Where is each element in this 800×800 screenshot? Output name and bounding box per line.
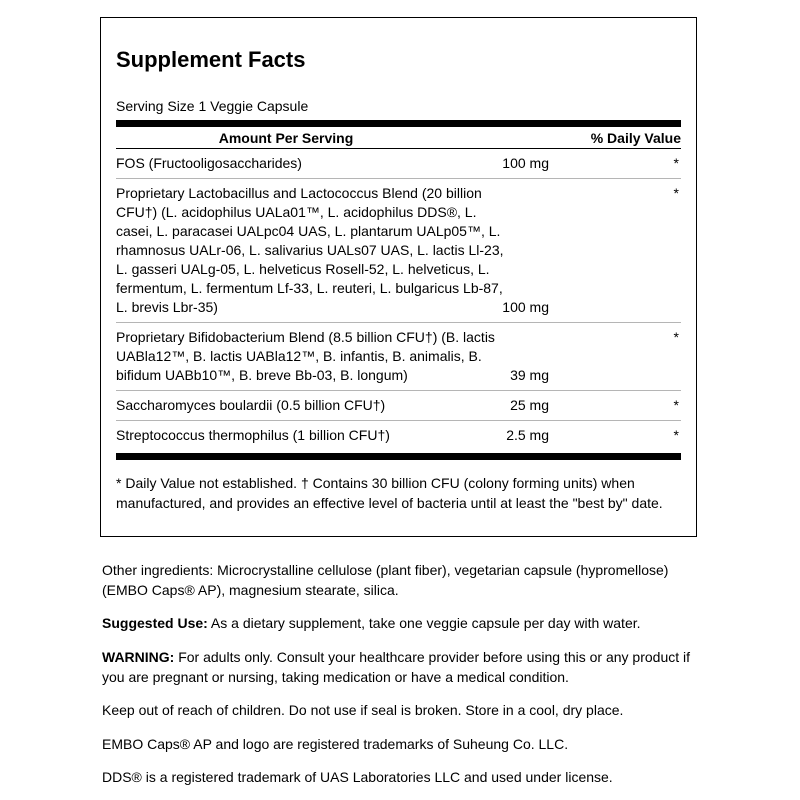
row-ingredient-name: Streptococcus thermophilus (1 billion CFU†) bbox=[116, 427, 390, 443]
row-daily-value: * bbox=[673, 397, 679, 413]
row-daily-value: * bbox=[673, 329, 679, 345]
row-ingredient-name: Proprietary Bifidobacterium Blend (8.5 billion CFU†) (B. lactis UABla12™, B. lactis UABla12™, B. infantis, B. animalis, B. bifidum UABb10™, B. breve Bb-03, B. longum) bbox=[116, 329, 495, 383]
row-amount: 25 mg bbox=[510, 397, 549, 413]
footnote: * Daily Value not established. † Contains 30 billion CFU (colony forming units) when manufactured, and provides an effective level of bacteria until at least the "best by" date. bbox=[116, 475, 663, 511]
row-daily-value: * bbox=[673, 427, 679, 443]
thick-divider bbox=[116, 453, 681, 460]
row-amount: 100 mg bbox=[502, 299, 549, 315]
warning-text: For adults only. Consult your healthcare provider before using this or any product if you are pregnant or nursing, taking medication or have a medical condition. bbox=[102, 649, 691, 685]
storage-instructions: Keep out of reach of children. Do not use if seal is broken. Store in a cool, dry place. bbox=[102, 702, 624, 718]
table-row bbox=[116, 391, 681, 420]
other-ingredients: Other ingredients: Microcrystalline cellulose (plant fiber), vegetarian capsule (hypromellose) (EMBO Caps® AP), magnesium stearate, silica. bbox=[102, 562, 669, 598]
supplement-facts-panel bbox=[100, 17, 697, 537]
row-ingredient-name: FOS (Fructooligosaccharides) bbox=[116, 155, 302, 171]
trademark-embo: EMBO Caps® AP and logo are registered trademarks of Suheung Co. LLC. bbox=[102, 736, 569, 752]
row-amount: 100 mg bbox=[502, 155, 549, 171]
row-daily-value: * bbox=[673, 155, 679, 171]
warning bbox=[102, 647, 702, 687]
trademark-dds: DDS® is a registered trademark of UAS Laboratories LLC and used under license. bbox=[102, 769, 613, 785]
thick-divider bbox=[116, 120, 681, 127]
row-amount: 39 mg bbox=[510, 367, 549, 383]
suggested-use bbox=[102, 613, 702, 633]
row-ingredient-name: Proprietary Lactobacillus and Lactococcus Blend (20 billion CFU†) (L. acidophilus UALa01™, L. acidophilus DDS®, L. casei, L. paracasei UALpc04 UAS, L. plantarum UALp05™, L. rhamnosus UALr-06, L. salivarius UALs07 UAS, L. lactis Ll-23, L. gasseri UALg-05, L. helveticus Rosell-52, L. helveticus, L. fermentum, L. fermentum Lf-33, L. reuteri, L. bulgaricus Lb-87, L. brevis Lbr-35) bbox=[116, 185, 504, 315]
warning-label: WARNING: bbox=[102, 649, 175, 665]
serving-size: Serving Size 1 Veggie Capsule bbox=[116, 98, 309, 114]
row-daily-value: * bbox=[673, 185, 679, 201]
suggested-use-label: Suggested Use: bbox=[102, 615, 208, 631]
header-amount-per-serving: Amount Per Serving bbox=[218, 130, 354, 146]
panel-title: Supplement Facts bbox=[116, 47, 306, 72]
table-row bbox=[116, 421, 681, 450]
row-ingredient-name: Saccharomyces boulardii (0.5 billion CFU†) bbox=[116, 397, 386, 413]
table-row bbox=[116, 149, 681, 178]
header-daily-value: % Daily Value bbox=[590, 130, 681, 146]
table-header bbox=[116, 128, 681, 148]
row-amount: 2.5 mg bbox=[506, 427, 549, 443]
table-row bbox=[116, 323, 681, 390]
table-row bbox=[116, 179, 681, 322]
suggested-use-text: As a dietary supplement, take one veggie capsule per day with water. bbox=[207, 615, 641, 631]
